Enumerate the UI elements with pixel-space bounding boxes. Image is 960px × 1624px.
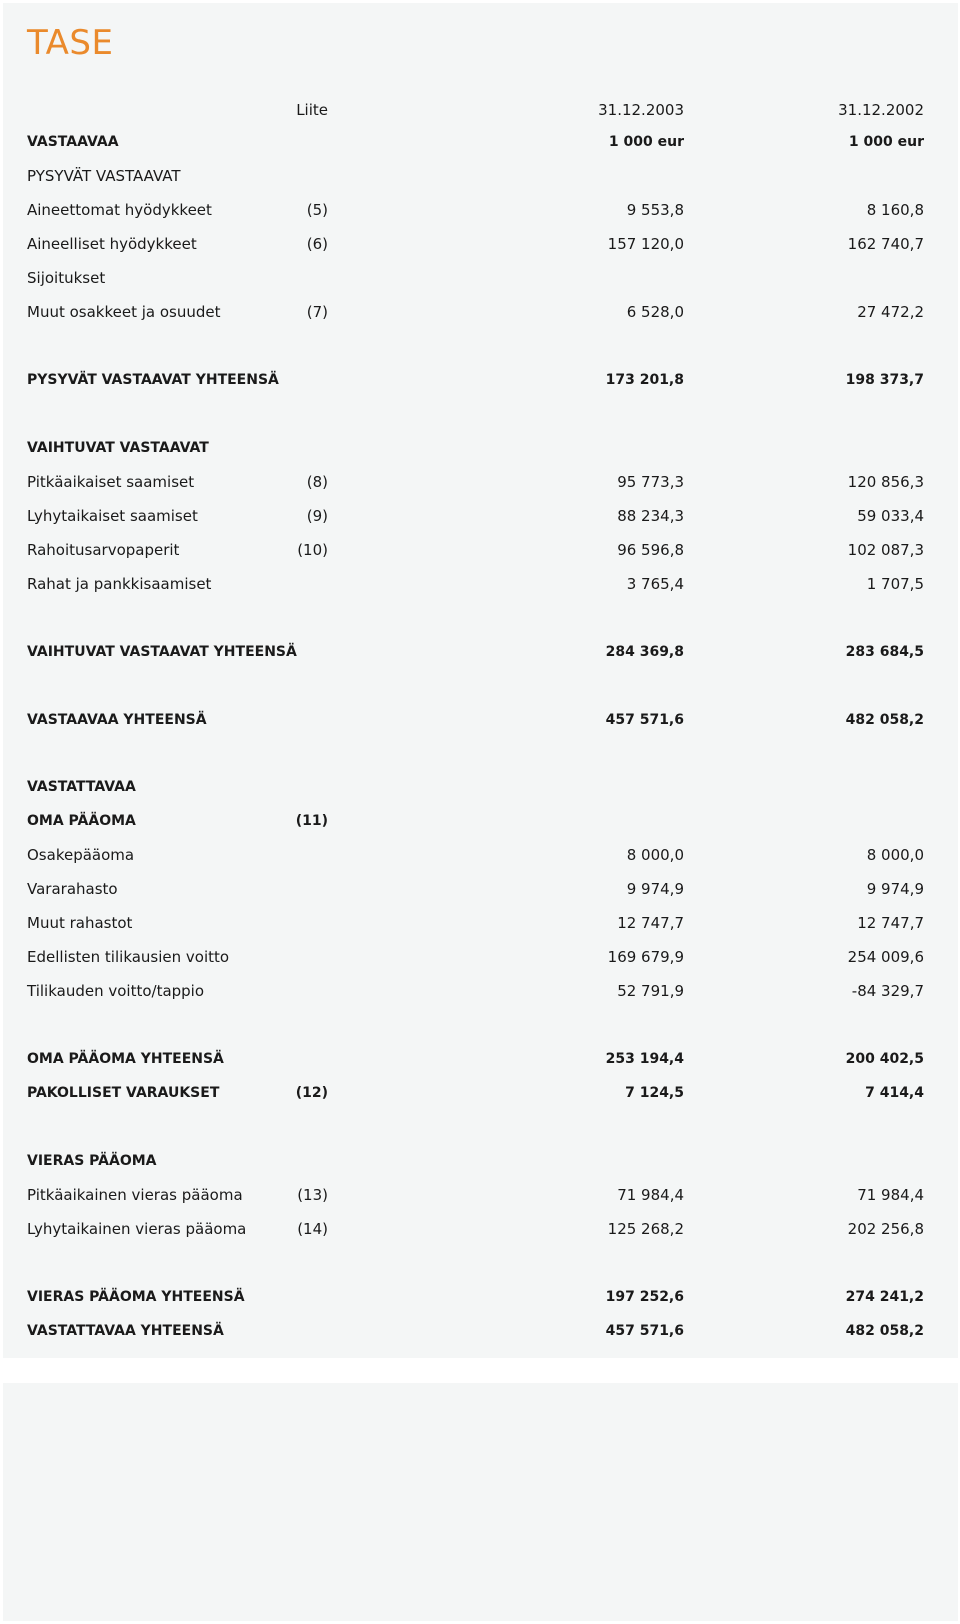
- row-label: VIERAS PÄÄOMA: [27, 1153, 157, 1169]
- row-value-2003: 197 252,6: [605, 1289, 684, 1305]
- row-label: Rahoitusarvopaperit: [27, 541, 180, 559]
- table-row: [3, 232, 958, 256]
- table-row: [3, 979, 958, 1003]
- row-label: VAIHTUVAT VASTAAVAT: [27, 440, 209, 456]
- table-row: [3, 164, 958, 188]
- row-note: (10): [297, 541, 328, 559]
- row-value-2003: 95 773,3: [617, 473, 684, 491]
- table-row: [3, 436, 958, 460]
- row-value-2003: 9 553,8: [626, 201, 684, 219]
- page-title: TASE: [27, 23, 114, 63]
- row-value-2003: 457 571,6: [605, 1323, 684, 1339]
- row-value-2003: 157 120,0: [607, 235, 684, 253]
- row-value-2002: -84 329,7: [851, 982, 924, 1000]
- row-note: (9): [306, 507, 328, 525]
- row-value-2002: 1 707,5: [866, 575, 924, 593]
- row-label: VASTATTAVAA YHTEENSÄ: [27, 1323, 224, 1339]
- row-note: (11): [295, 813, 328, 829]
- balance-sheet-panel: [3, 3, 958, 1358]
- table-row: [3, 1081, 958, 1105]
- table-row: [3, 504, 958, 528]
- row-value-2003: 6 528,0: [626, 303, 684, 321]
- row-value-2003: 7 124,5: [625, 1085, 684, 1101]
- column-header-2003: 31.12.2003: [598, 101, 684, 119]
- row-label: PAKOLLISET VARAUKSET: [27, 1085, 220, 1101]
- table-row: [3, 843, 958, 867]
- row-value-2003: 253 194,4: [605, 1051, 684, 1067]
- lower-blank-panel: [3, 1383, 958, 1621]
- row-label: Tilikauden voitto/tappio: [27, 982, 205, 1000]
- table-row: [3, 911, 958, 935]
- row-note: (6): [306, 235, 328, 253]
- row-label: Lyhytaikainen vieras pääoma: [27, 1220, 247, 1238]
- row-label: Osakepääoma: [27, 846, 135, 864]
- table-row: [3, 266, 958, 290]
- row-label: PYSYVÄT VASTAAVAT YHTEENSÄ: [27, 372, 279, 388]
- row-value-2003: 169 679,9: [607, 948, 684, 966]
- row-note: (12): [295, 1085, 328, 1101]
- table-row: [3, 708, 958, 732]
- row-label: Pitkäaikainen vieras pääoma: [27, 1186, 243, 1204]
- table-row: [3, 1217, 958, 1241]
- table-row: [3, 1183, 958, 1207]
- row-label: VASTAAVAA: [27, 134, 119, 150]
- row-label: Muut osakkeet ja osuudet: [27, 303, 221, 321]
- row-label: Lyhytaikaiset saamiset: [27, 507, 198, 525]
- row-value-2003: 457 571,6: [605, 712, 684, 728]
- row-value-2003: 71 984,4: [617, 1186, 684, 1204]
- row-label: OMA PÄÄOMA: [27, 813, 136, 829]
- column-header-note: Liite: [296, 101, 328, 119]
- column-header-2002: 31.12.2002: [838, 101, 924, 119]
- row-value-2002: 8 160,8: [866, 201, 924, 219]
- row-value-2002: 71 984,4: [857, 1186, 924, 1204]
- table-row: [3, 877, 958, 901]
- table-row: [3, 300, 958, 324]
- table-row: [3, 368, 958, 392]
- row-value-2003: 12 747,7: [617, 914, 684, 932]
- table-row: [3, 470, 958, 494]
- row-value-2002: 12 747,7: [857, 914, 924, 932]
- table-row: [3, 775, 958, 799]
- table-row: [3, 809, 958, 833]
- row-label: Sijoitukset: [27, 269, 106, 287]
- row-note: (8): [306, 473, 328, 491]
- row-value-2002: 274 241,2: [845, 1289, 924, 1305]
- row-value-2002: 482 058,2: [845, 712, 924, 728]
- table-row: [3, 1285, 958, 1309]
- row-value-2002: 162 740,7: [847, 235, 924, 253]
- table-row: [3, 945, 958, 969]
- row-note: (5): [306, 201, 328, 219]
- row-label: Aineettomat hyödykkeet: [27, 201, 212, 219]
- row-value-2003: 173 201,8: [605, 372, 684, 388]
- row-note: (7): [306, 303, 328, 321]
- row-value-2002: 202 256,8: [847, 1220, 924, 1238]
- row-value-2002: 198 373,7: [845, 372, 924, 388]
- row-value-2002: 9 974,9: [866, 880, 924, 898]
- table-row: [3, 130, 958, 154]
- row-label: Pitkäaikaiset saamiset: [27, 473, 195, 491]
- row-label: VIERAS PÄÄOMA YHTEENSÄ: [27, 1289, 245, 1305]
- row-label: Muut rahastot: [27, 914, 133, 932]
- row-label: OMA PÄÄOMA YHTEENSÄ: [27, 1051, 224, 1067]
- row-value-2002: 200 402,5: [845, 1051, 924, 1067]
- row-value-2002: 102 087,3: [847, 541, 924, 559]
- row-label: PYSYVÄT VASTAAVAT: [27, 167, 181, 185]
- row-label: Vararahasto: [27, 880, 118, 898]
- row-value-2002: 27 472,2: [857, 303, 924, 321]
- row-value-2002: 120 856,3: [847, 473, 924, 491]
- row-value-2003: 125 268,2: [607, 1220, 684, 1238]
- row-label: VASTAAVAA YHTEENSÄ: [27, 712, 207, 728]
- table-row: [3, 198, 958, 222]
- column-header-row: [3, 98, 958, 122]
- row-value-2002: 254 009,6: [847, 948, 924, 966]
- row-label: Rahat ja pankkisaamiset: [27, 575, 212, 593]
- row-value-2002: 1 000 eur: [848, 134, 924, 150]
- row-value-2003: 96 596,8: [617, 541, 684, 559]
- row-label: VAIHTUVAT VASTAAVAT YHTEENSÄ: [27, 644, 297, 660]
- row-value-2003: 8 000,0: [626, 846, 684, 864]
- row-label: Aineelliset hyödykkeet: [27, 235, 197, 253]
- row-value-2003: 9 974,9: [626, 880, 684, 898]
- table-row: [3, 1047, 958, 1071]
- row-value-2002: 59 033,4: [857, 507, 924, 525]
- row-note: (14): [297, 1220, 328, 1238]
- table-row: [3, 572, 958, 596]
- row-value-2002: 8 000,0: [866, 846, 924, 864]
- row-value-2003: 1 000 eur: [608, 134, 684, 150]
- row-value-2002: 7 414,4: [865, 1085, 924, 1101]
- row-value-2002: 482 058,2: [845, 1323, 924, 1339]
- table-row: [3, 640, 958, 664]
- table-row: [3, 1149, 958, 1173]
- table-row: [3, 538, 958, 562]
- row-label: Edellisten tilikausien voitto: [27, 948, 230, 966]
- row-value-2003: 52 791,9: [617, 982, 684, 1000]
- row-label: VASTATTAVAA: [27, 779, 136, 795]
- row-value-2003: 88 234,3: [617, 507, 684, 525]
- row-value-2002: 283 684,5: [845, 644, 924, 660]
- table-row: [3, 1319, 958, 1343]
- row-value-2003: 284 369,8: [605, 644, 684, 660]
- row-value-2003: 3 765,4: [626, 575, 684, 593]
- row-note: (13): [297, 1186, 328, 1204]
